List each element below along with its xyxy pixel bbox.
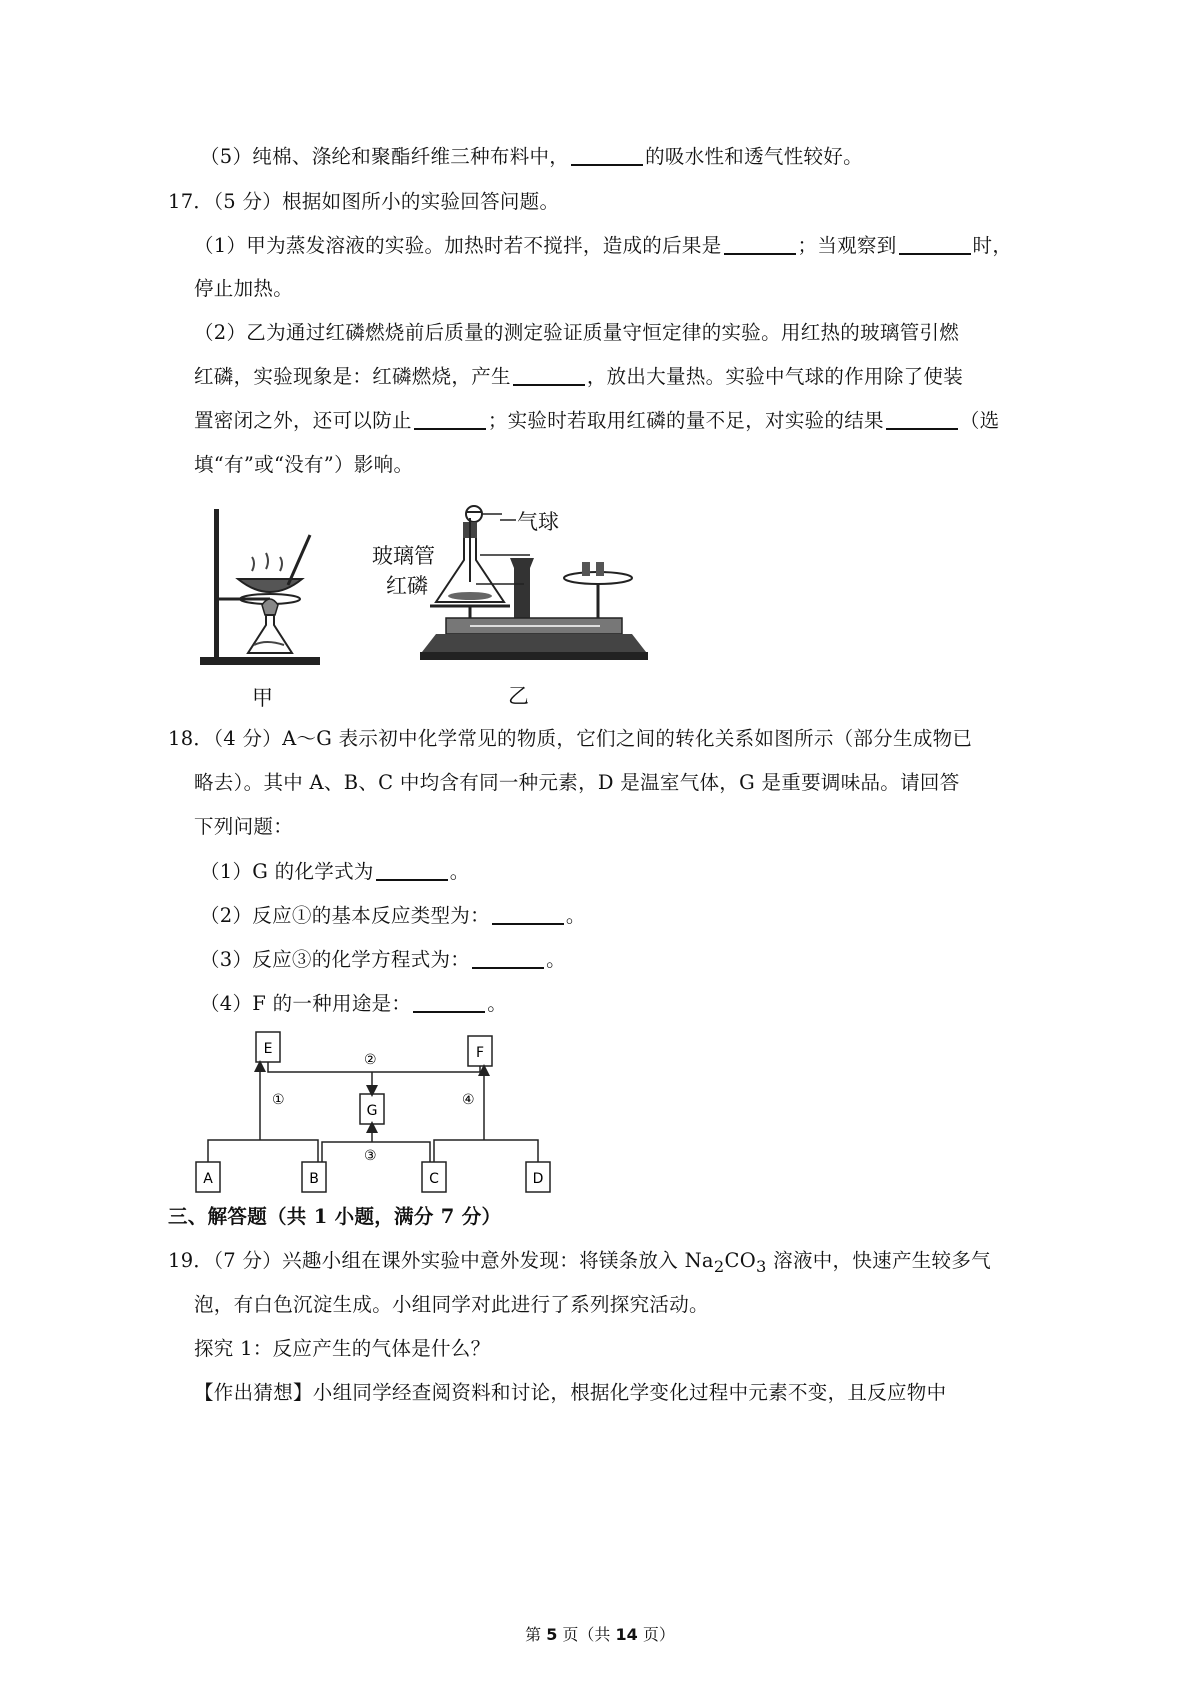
svg-text:G: G xyxy=(366,1103,378,1119)
total-pages: 14 xyxy=(615,1625,638,1644)
q18-item1 xyxy=(200,857,470,887)
q18-stem-line3: 下列问题： xyxy=(194,815,294,838)
section-3-heading: 三、解答题（共 1 小题，满分 7 分） xyxy=(168,1205,502,1228)
answer-blank[interactable] xyxy=(413,991,485,1013)
steam-lines xyxy=(252,553,282,571)
label-glass-tube: 玻璃管 xyxy=(372,544,435,568)
weight xyxy=(596,562,604,576)
q18-i4-text-b: 。 xyxy=(487,992,508,1015)
q16-item5-text-a: （5）纯棉、涤纶和聚酯纤维三种布料中， xyxy=(200,145,570,168)
box-a xyxy=(196,1162,220,1192)
flame xyxy=(262,599,278,615)
q18-stem-line2: 略去）。其中 A、B、C 中均含有同一种元素，D 是温室气体，G 是重要调味品。请回答 xyxy=(194,771,960,794)
svg-text:A: A xyxy=(203,1171,213,1187)
q19-line2: 泡，有白色沉淀生成。小组同学对此进行了系列探究活动。 xyxy=(194,1293,709,1316)
q19-l1-text-b: 溶液中，快速产生较多气 xyxy=(766,1249,991,1272)
q18-i3-text-b: 。 xyxy=(546,948,566,971)
reaction-4-bracket xyxy=(434,1140,538,1162)
reaction-1-label: ① xyxy=(272,1092,285,1108)
answer-blank[interactable] xyxy=(571,144,643,166)
q17-p1-text-c: 时， xyxy=(972,234,1013,257)
evaporating-dish xyxy=(238,579,302,592)
reaction-3-label: ③ xyxy=(364,1148,377,1164)
answer-blank[interactable] xyxy=(414,408,486,430)
svg-text:F: F xyxy=(475,1045,485,1061)
subscript-2: 2 xyxy=(713,1256,725,1276)
svg-text:B: B xyxy=(309,1171,319,1187)
answer-blank[interactable] xyxy=(886,408,958,430)
stand-rod xyxy=(214,509,219,659)
box-d xyxy=(526,1162,550,1192)
q18-item2 xyxy=(200,901,586,931)
q19-l1-text-a: 19．（7 分）兴趣小组在课外实验中意外发现：将镁条放入 Na xyxy=(168,1249,714,1272)
q17-p2-l3-text-a: 置密闭之外，还可以防止 xyxy=(194,409,412,432)
box-c xyxy=(422,1162,446,1192)
q18-i1-text-a: （1）G 的化学式为 xyxy=(200,860,374,883)
q18-i2-text-a: （2）反应①的基本反应类型为： xyxy=(200,904,490,927)
q19-line4: 【作出猜想】小组同学经查阅资料和讨论，根据化学变化过程中元素不变，且反应物中 xyxy=(194,1381,947,1404)
answer-blank[interactable] xyxy=(899,233,971,255)
q17-p2-l2-text-b: ，放出大量热。实验中气球的作用除了使装 xyxy=(586,365,964,388)
q18-i4-text-a: （4）F 的一种用途是： xyxy=(200,992,412,1015)
page-number: 5 xyxy=(546,1625,558,1644)
svg-text:C: C xyxy=(429,1171,439,1187)
reaction-1-bracket xyxy=(208,1140,318,1162)
alcohol-lamp xyxy=(248,615,292,653)
q19-line1 xyxy=(168,1246,991,1282)
q17-part1 xyxy=(194,231,1012,261)
q17-part2-line4: 填“有”或“没有”）影响。 xyxy=(194,453,414,476)
q17-p1-text-b: ；当观察到 xyxy=(797,234,897,257)
q16-item5-text-b: 的吸水性和透气性较好。 xyxy=(645,145,863,168)
reaction-2-label: ② xyxy=(364,1052,377,1068)
box-e xyxy=(256,1032,280,1062)
red-phosphorus xyxy=(448,592,492,600)
page-footer xyxy=(0,1622,1200,1645)
box-f xyxy=(468,1036,492,1066)
q19-l1-co: CO xyxy=(724,1249,757,1272)
balance-base xyxy=(422,634,646,652)
answer-blank[interactable] xyxy=(492,903,564,925)
q18-i2-text-b: 。 xyxy=(565,904,586,927)
figure-label-yi: 乙 xyxy=(508,684,529,708)
q19-line3: 探究 1：反应产生的气体是什么？ xyxy=(194,1337,491,1360)
svg-text:E: E xyxy=(263,1041,273,1057)
figure-label-jia: 甲 xyxy=(252,686,273,710)
weight xyxy=(582,562,590,576)
q17-p2-l3-text-b: ；实验时若取用红磷的量不足，对实验的结果 xyxy=(487,409,884,432)
reaction-4-label: ④ xyxy=(462,1092,475,1108)
q17-part2-line2 xyxy=(194,362,963,392)
footer-text: 第 xyxy=(525,1625,547,1644)
svg-text:D: D xyxy=(532,1171,544,1187)
answer-blank[interactable] xyxy=(472,947,544,969)
q18-i1-text-b: 。 xyxy=(449,860,470,883)
q17-part1-cont: 停止加热。 xyxy=(194,277,294,300)
box-g xyxy=(360,1094,384,1124)
q18-item3 xyxy=(200,945,566,975)
subscript-3: 3 xyxy=(756,1256,767,1276)
answer-blank[interactable] xyxy=(513,364,585,386)
conversion-relationship-diagram xyxy=(190,1020,610,1210)
q18-i3-text-a: （3）反应③的化学方程式为： xyxy=(200,948,471,971)
q17-p2-l3-text-c: （选 xyxy=(959,409,1000,432)
q17-part2-line3 xyxy=(194,406,999,436)
footer-text: 页） xyxy=(637,1625,675,1644)
q17-part2-line1: （2）乙为通过红磷燃烧前后质量的测定验证质量守恒定律的实验。用红热的玻璃管引燃 xyxy=(194,321,960,344)
footer-text: 页（共 xyxy=(557,1625,616,1644)
q18-item4 xyxy=(200,989,507,1019)
answer-blank[interactable] xyxy=(724,233,796,255)
label-balloon: 气球 xyxy=(517,510,559,534)
q16-item5 xyxy=(200,142,863,172)
q17-p2-l2-text-a: 红磷，实验现象是：红磷燃烧，产生 xyxy=(194,365,511,388)
q17-p1-text-a: （1）甲为蒸发溶液的实验。加热时若不搅拌，造成的后果是 xyxy=(194,234,722,257)
answer-blank[interactable] xyxy=(376,859,448,881)
q18-stem-line1: 18．（4 分）A～G 表示初中化学常见的物质，它们之间的转化关系如图所示（部分生成物已 xyxy=(168,727,973,750)
box-b xyxy=(302,1162,326,1192)
label-red-phosphorus: 红磷 xyxy=(386,574,428,598)
figure-label-leader-lines xyxy=(440,510,530,590)
glass-rod xyxy=(288,535,310,585)
evaporation-apparatus-figure xyxy=(190,505,330,675)
q17-stem: 17．（5 分）根据如图所小的实验回答问题。 xyxy=(168,190,560,213)
